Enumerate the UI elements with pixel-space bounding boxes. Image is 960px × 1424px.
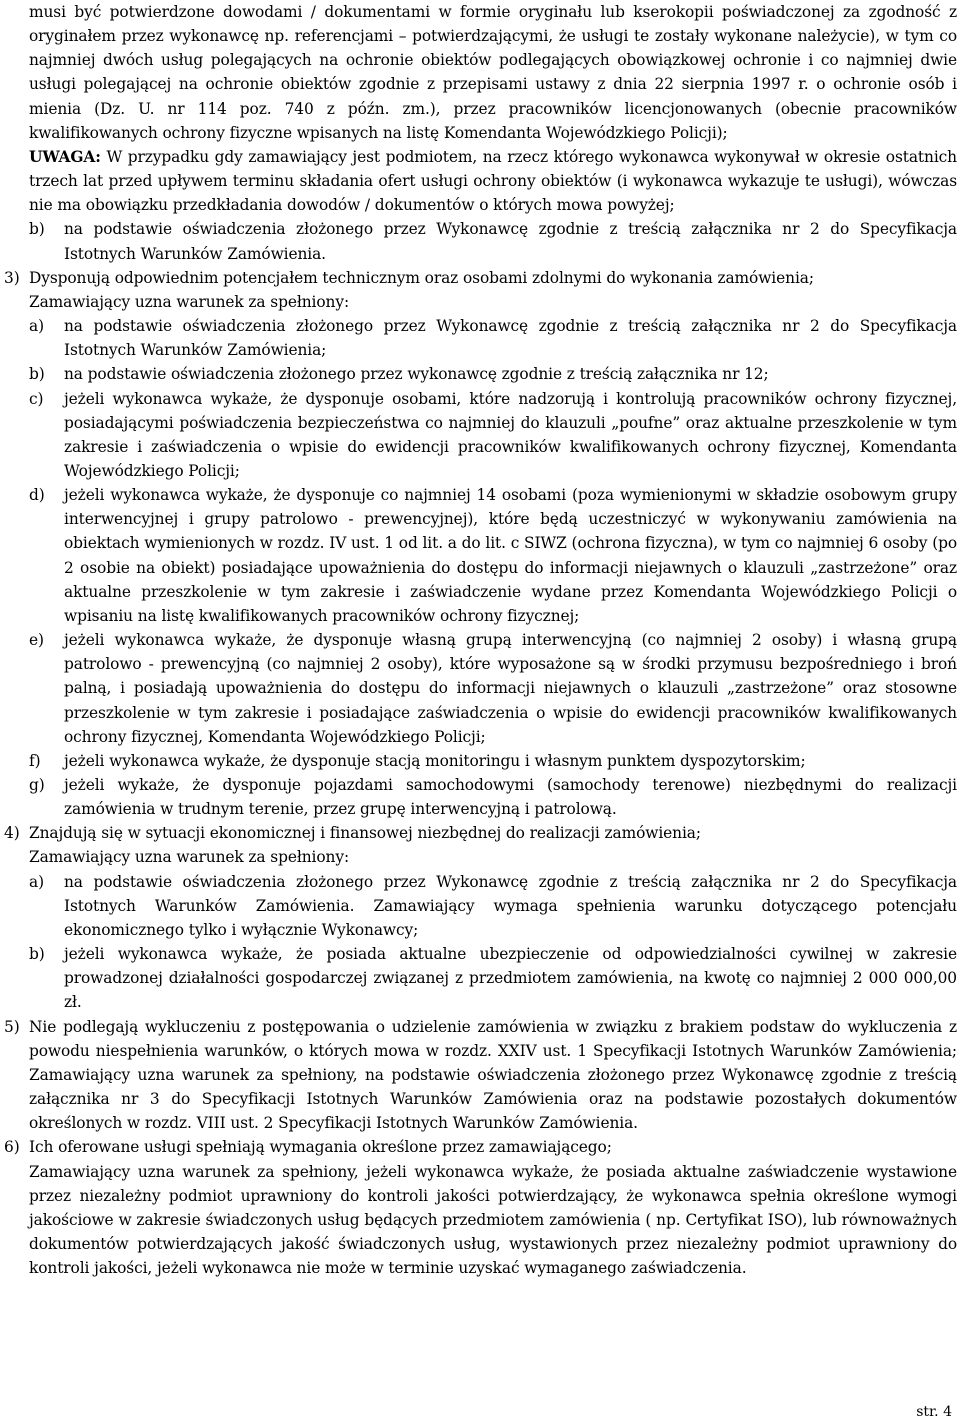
uwaga-text: W przypadku gdy zamawiający jest podmiotem, na rzecz którego wykonawca wykonywał w okresie ostatnich trzech lat przed upływem terminu składania ofert usługi ochrony obiektów (i wykonawca wykazuje te usługi), wówczas nie ma obowiązku przedkładania dowodów / dokumentów o których mowa powyżej;	[29, 147, 957, 215]
list-marker: b)	[29, 945, 45, 964]
section-text: Nie podlegają wykluczeniu z postępowania o udzielenie zamówienia w związku z brakiem podstaw do wykluczenia z powodu niespełnienia warunków, o których mowa w rozdz. XXIV ust. 1 Specyfikacji Istotnych Warunków Zamówienia; Zamawiający uzna warunek za spełniony, na podstawie oświadczenia złożonego przez Wykonawcę zgodnie z treścią załącznika nr 3 do Specyfikacji Istotnych Warunków Zamówienia oraz na podstawie pozostałych dokumentów określonych w rozdz. VIII ust. 2 Specyfikacji Istotnych Warunków Zamówienia.	[29, 1017, 957, 1133]
list-marker: g)	[29, 776, 45, 794]
list-item	[4, 362, 957, 386]
section-marker: 6)	[4, 1138, 20, 1157]
list-marker: c)	[29, 389, 44, 408]
list-item-text: na podstawie oświadczenia złożonego przez Wykonawcę zgodnie z treścią załącznika nr 2 do Specyfikacja Istotnych Warunków Zamówienia.	[64, 220, 957, 263]
list-marker: a)	[29, 872, 44, 891]
uwaga-note	[4, 145, 957, 217]
list-item-text: jeżeli wykonawca wykaże, że dysponuje własną grupą interwencyjną (co najmniej 2 osoby) i własną grupą patrolowo - prewencyjną (co najmniej 2 osoby), które wyposażone są w środki przymusu bezpośredniego i broń palną, i posiadają upoważnienia do dostępu do informacji niejawnych o klauzuli „zastrzeżone” oraz stosowne przeszkolenie w tym zakresie i posiadające zaświadczenia o wpisie do ewidencji pracowników kwalifikowanych ochrony fizycznej, Komendanta Wojewódzkiego Policji;	[64, 631, 957, 746]
list-item	[4, 628, 957, 749]
list-marker: d)	[29, 486, 45, 505]
list-item	[4, 314, 957, 362]
list-item	[4, 387, 957, 484]
list-item-text: na podstawie oświadczenia złożonego przez Wykonawcę zgodnie z treścią załącznika nr 2 do Specyfikacja Istotnych Warunków Zamówienia;	[64, 317, 957, 360]
list-item-text: jeżeli wykonawca wykaże, że dysponuje stacją monitoringu i własnym punktem dyspozytorskim;	[64, 751, 806, 770]
list-item-text: jeżeli wykonawca wykaże, że posiada aktualne ubezpieczenie od odpowiedzialności cywilnej w zakresie prowadzonej działalności gospodarczej związanej z przedmiotem zamówienia, na kwotę co najmniej 2 000 000,00 zł.	[64, 945, 957, 1012]
section-4-heading	[4, 821, 957, 845]
section-marker: 5)	[4, 1017, 20, 1036]
section-marker: 4)	[4, 824, 20, 843]
intro-paragraph: musi być potwierdzone dowodami / dokumentami w formie oryginału lub kserokopii poświadczonej za zgodność z oryginałem przez wykonawcę np. referencjami – potwierdzającymi, że usługi te zostały wykonane należycie), w tym co najmniej dwóch usług polegających na ochronie obiektów podlegających obowiązkowej ochronie i co najmniej dwie usługi polegającej na ochronie obiektów zgodnie z przepisami ustawy z dnia 22 sierpnia 1997 r. o ochronie osób i mienia (Dz. U. nr 114 poz. 740 z późn. zm.), przez pracowników licencjonowanych (obecnie pracowników kwalifikowanych ochrony fizyczne wpisanych na listę Komendanta Wojewódzkiego Policji);	[29, 3, 957, 142]
list-marker: b)	[29, 365, 45, 384]
list-item	[4, 870, 957, 942]
section-title: Znajdują się w sytuacji ekonomicznej i finansowej niezbędnej do realizacji zamówienia;	[29, 824, 701, 843]
list-item	[4, 773, 957, 821]
section-title: Dysponują odpowiednim potencjałem technicznym oraz osobami zdolnymi do wykonania zamówienia;	[29, 268, 814, 287]
list-item	[4, 942, 957, 1014]
list-item-text: jeżeli wykonawca wykaże, że dysponuje co najmniej 14 osobami (poza wymienionymi w składzie osobowym grupy interwencyjnej i grupy patrolowo - prewencyjnej), które będą uczestniczyć w wykonywaniu zamówienia na obiektach wymienionych w rozdz. IV ust. 1 od lit. a do lit. c SIWZ (ochrona fizyczna), w tym co najmniej 6 osoby (po 2 osobie na obiekt) posiadające upoważnienia do dostępu do informacji niejawnych o klauzuli „zastrzeżone” oraz aktualne przeszkolenie w tym zakresie i zaświadczenie wydane przez Komendanta Wojewódzkiego Policji o wpisaniu na listę kwalifikowanych pracowników ochrony fizycznej;	[64, 486, 958, 625]
section-4-condition: Zamawiający uzna warunek za spełniony:	[29, 848, 350, 867]
document-body	[4, 0, 957, 1280]
list-item	[4, 749, 957, 773]
list-marker: a)	[29, 317, 44, 336]
list-item-text: jeżeli wykonawca wykaże, że dysponuje osobami, które nadzorują i kontrolują pracowników ochrony fizycznej, posiadającymi poświadczenia bezpieczeństwa co najmniej do klauzuli „poufne” oraz aktualne przeszkolenie w tym zakresie i zaświadczenia o wpisie do ewidencji pracowników kwalifikowanych ochrony fizycznej, Komendanta Wojewódzkiego Policji;	[64, 389, 957, 480]
list-marker: e)	[29, 631, 44, 650]
list-marker: b)	[29, 220, 45, 239]
section-marker: 3)	[4, 268, 20, 287]
list-item-text: na podstawie oświadczenia złożonego przez wykonawcę zgodnie z treścią załącznika nr 12;	[64, 365, 769, 384]
list-item	[4, 483, 957, 628]
section-3-heading	[4, 266, 957, 290]
section-6-text: Zamawiający uzna warunek za spełniony, jeżeli wykonawca wykaże, że posiada aktualne zaświadczenie wystawione przez niezależny podmiot uprawniony do kontroli jakości potwierdzający, że wykonawca spełnia określone wymogi jakościowe w zakresie świadczonych usług będących przedmiotem zamówienia ( np. Certyfikat ISO), lub równoważnych dokumentów potwierdzających jakość świadczonych usług, wystawionych przez niezależny podmiot uprawniony do kontroli jakości, jeżeli wykonawca nie może w terminie uzyskać wymaganego zaświadczenia.	[29, 1162, 957, 1278]
section-title: Ich oferowane usługi spełniają wymagania określone przez zamawiającego;	[29, 1138, 612, 1157]
list-marker: f)	[29, 751, 41, 770]
list-item	[4, 217, 957, 265]
list-item-text: jeżeli wykaże, że dysponuje pojazdami samochodowymi (samochody terenowe) niezbędnymi do realizacji zamówienia w trudnym terenie, przez grupę interwencyjną i patrolową.	[64, 776, 957, 819]
page-number: str. 4	[916, 1404, 952, 1420]
section-6-heading	[4, 1135, 957, 1159]
section-3-condition: Zamawiający uzna warunek za spełniony:	[29, 292, 350, 311]
list-item-text: na podstawie oświadczenia złożonego przez Wykonawcę zgodnie z treścią załącznika nr 2 do Specyfikacja Istotnych Warunków Zamówienia. Zamawiający wymaga spełnienia warunku dotyczącego potencjału ekonomicznego tylko i wyłącznie Wykonawcy;	[64, 872, 957, 939]
section-5	[4, 1015, 957, 1136]
uwaga-label: UWAGA:	[29, 147, 101, 166]
